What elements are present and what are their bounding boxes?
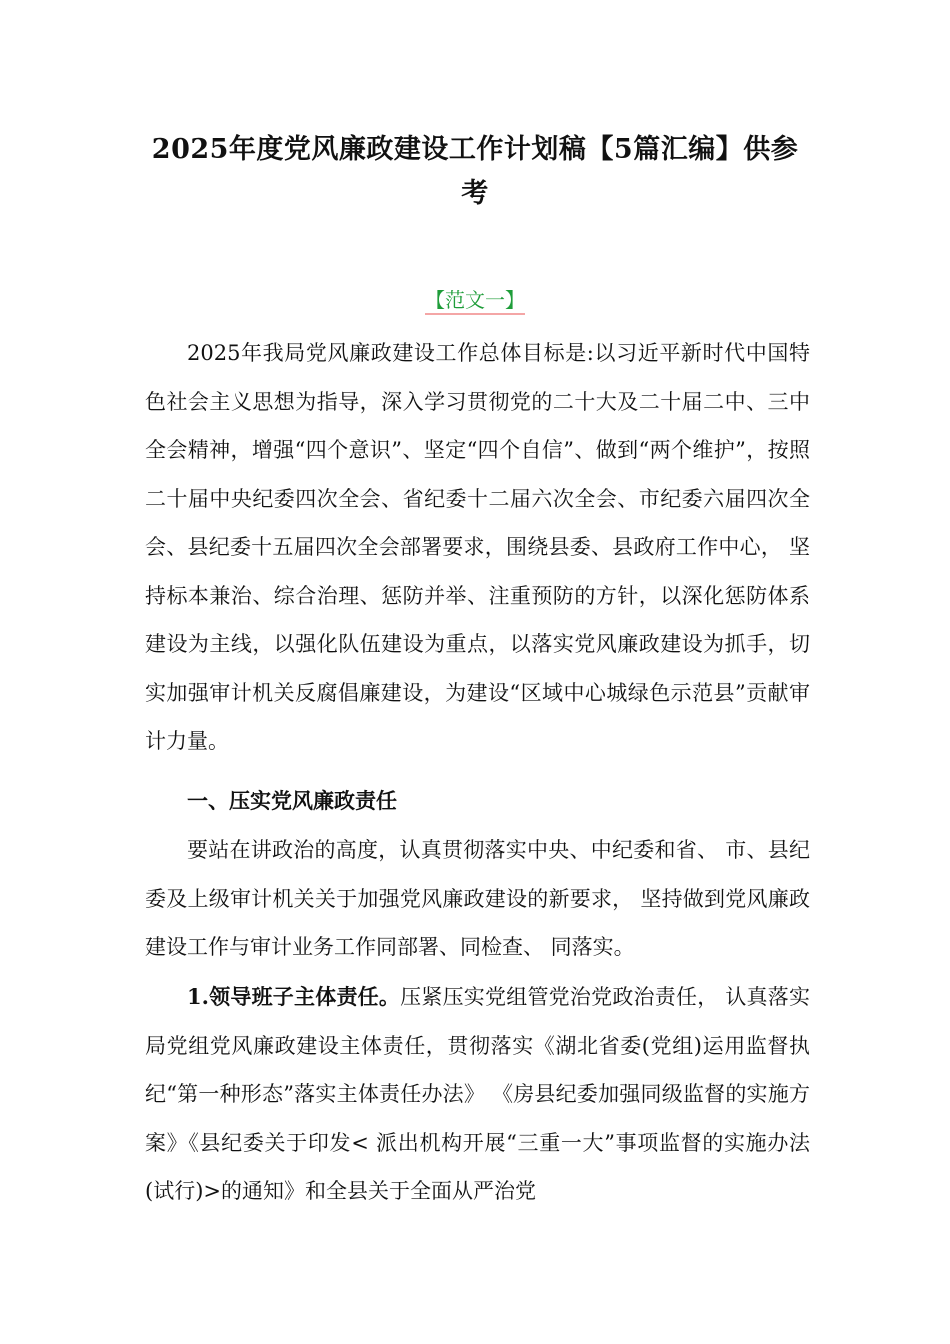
- paragraph-3-body: 压紧压实党组管党治党政治责任， 认真落实局党组党风廉政建设主体责任，贯彻落实《湖北省委(党组)运用监督执纪“第一种形态”落实主体责任办法》 《房县纪委加强同级监督的实施方案》《县纪委关于印发< 派出机构开展“三重一大”事项监督的实施办法(试行)>的通知》和全县关于全面从严治党: [145, 985, 810, 1203]
- section-tag-label: 【范文一】: [425, 288, 525, 315]
- paragraph-2: 要站在讲政治的高度，认真贯彻落实中央、中纪委和省、 市、县纪委及上级审计机关关于加强党风廉政建设的新要求， 坚持做到党风廉政建设工作与审计业务工作同部署、同检查、 同落实。: [145, 838, 810, 959]
- section-tag: [0, 284, 950, 316]
- paragraph-1: 2025年我局党风廉政建设工作总体目标是:以习近平新时代中国特色社会主义思想为指导，深入学习贯彻党的二十大及二十届二中、三中全会精神，增强“四个意识”、坚定“四个自信”、做到“两个维护”，按照二十届中央纪委四次全会、省纪委十二届六次全会、市纪委六届四次全会、县纪委十五届四次全会部署要求，围绕县委、县政府工作中心， 坚持标本兼治、综合治理、惩防并举、注重预防的方针，以深化惩防体系建设为主线，以强化队伍建设为重点，以落实党风廉政建设为抓手，切实加强审计机关反腐倡廉建设，为建设“区域中心城绿色示范县”贡献审计力量。: [145, 341, 810, 753]
- paragraph-3: [145, 973, 810, 1216]
- paragraph-3-lead: 1.领导班子主体责任。: [187, 984, 401, 1009]
- section-heading-1: 一、压实党风廉政责任: [187, 788, 397, 813]
- document-title: 2025年度党风廉政建设工作计划稿【5篇汇编】供参考: [151, 134, 799, 209]
